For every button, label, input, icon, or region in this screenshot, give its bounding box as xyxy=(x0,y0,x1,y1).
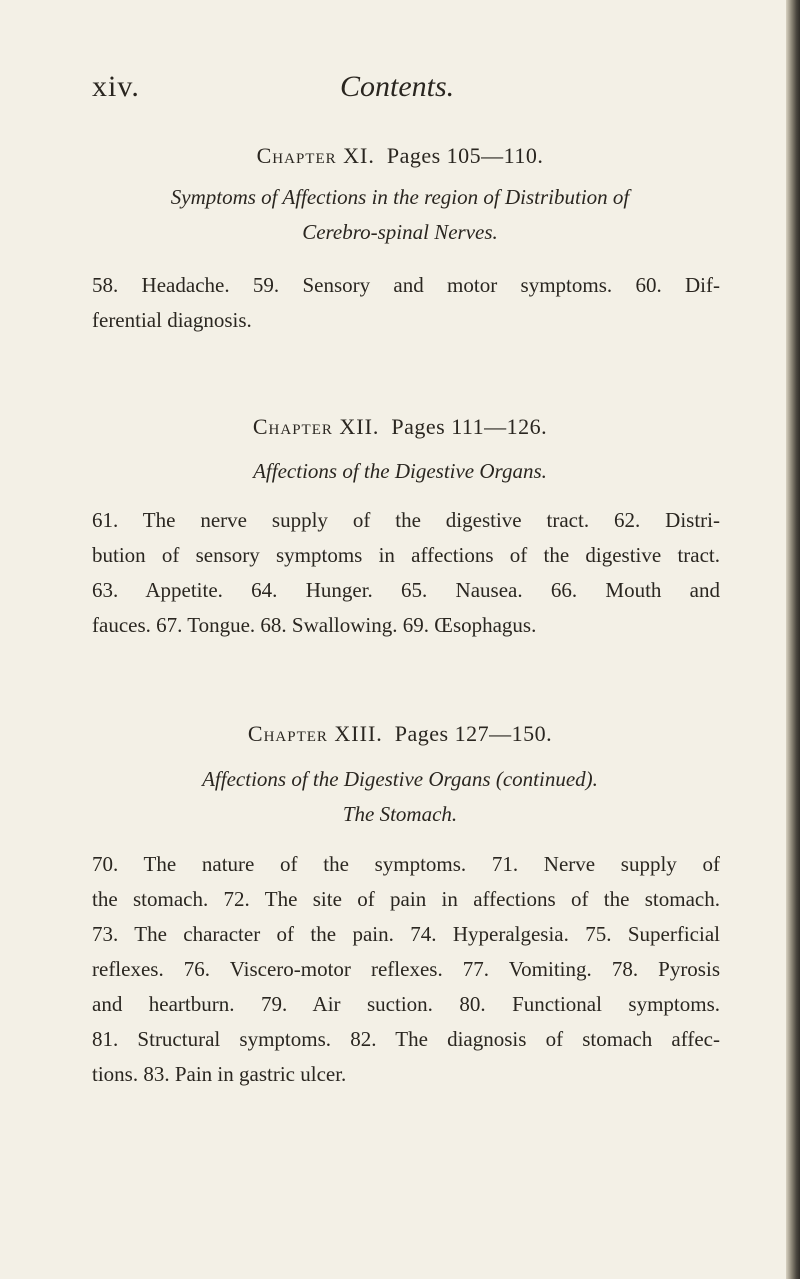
subject-line: Affections of the Digestive Organs (continued). xyxy=(202,767,598,791)
chapter-pages: Pages 127—150. xyxy=(394,721,553,746)
subject-line: Affections of the Digestive Organs. xyxy=(253,459,547,483)
chapter-label: Chapter XI. xyxy=(256,143,375,168)
chapter-xiii-subject xyxy=(0,762,800,832)
section-line: tions. 83. Pain in gastric ulcer. xyxy=(92,1062,347,1086)
section-line: 58. Headache. 59. Sensory and motor symptoms. 60. Dif- xyxy=(92,273,720,297)
section-line: the stomach. 72. The site of pain in affections of the stomach. xyxy=(92,887,720,911)
chapter-xii-subject xyxy=(0,454,800,489)
chapter-label: Chapter XII. xyxy=(252,414,380,439)
chapter-xiii-sections xyxy=(92,847,720,1092)
running-head xyxy=(92,70,732,110)
chapter-xii-heading xyxy=(0,414,800,440)
chapter-xi-sections xyxy=(92,268,720,338)
subject-line: Cerebro-spinal Nerves. xyxy=(302,220,498,244)
section-line: 70. The nature of the symptoms. 71. Nerve supply of xyxy=(92,852,720,876)
section-line: and heartburn. 79. Air suction. 80. Functional symptoms. xyxy=(92,992,720,1016)
section-line: ferential diagnosis. xyxy=(92,308,252,332)
chapter-xii-sections xyxy=(92,503,720,643)
section-line: bution of sensory symptoms in affections of the digestive tract. xyxy=(92,543,720,567)
section-line: reflexes. 76. Viscero-motor reflexes. 77. Vomiting. 78. Pyrosis xyxy=(92,957,720,981)
section-line: 73. The character of the pain. 74. Hyperalgesia. 75. Superficial xyxy=(92,922,720,946)
chapter-xiii-heading xyxy=(0,721,800,747)
subject-line: Symptoms of Affections in the region of Distribution of xyxy=(170,185,630,209)
chapter-label: Chapter XIII. xyxy=(247,721,383,746)
section-line: 61. The nerve supply of the digestive tract. 62. Distri- xyxy=(92,508,720,532)
chapter-xi-heading xyxy=(0,143,800,169)
chapter-pages: Pages 111—126. xyxy=(391,414,548,439)
section-line: fauces. 67. Tongue. 68. Swallowing. 69. Œsophagus. xyxy=(92,613,537,637)
chapter-pages: Pages 105—110. xyxy=(386,143,544,168)
running-head-title: Contents. xyxy=(340,70,455,103)
section-line: 63. Appetite. 64. Hunger. 65. Nausea. 66. Mouth and xyxy=(92,578,720,602)
subject-line: The Stomach. xyxy=(342,802,458,826)
page-folio: xiv. xyxy=(92,70,140,103)
chapter-xi-subject xyxy=(0,180,800,250)
section-line: 81. Structural symptoms. 82. The diagnosis of stomach affec- xyxy=(92,1027,720,1051)
